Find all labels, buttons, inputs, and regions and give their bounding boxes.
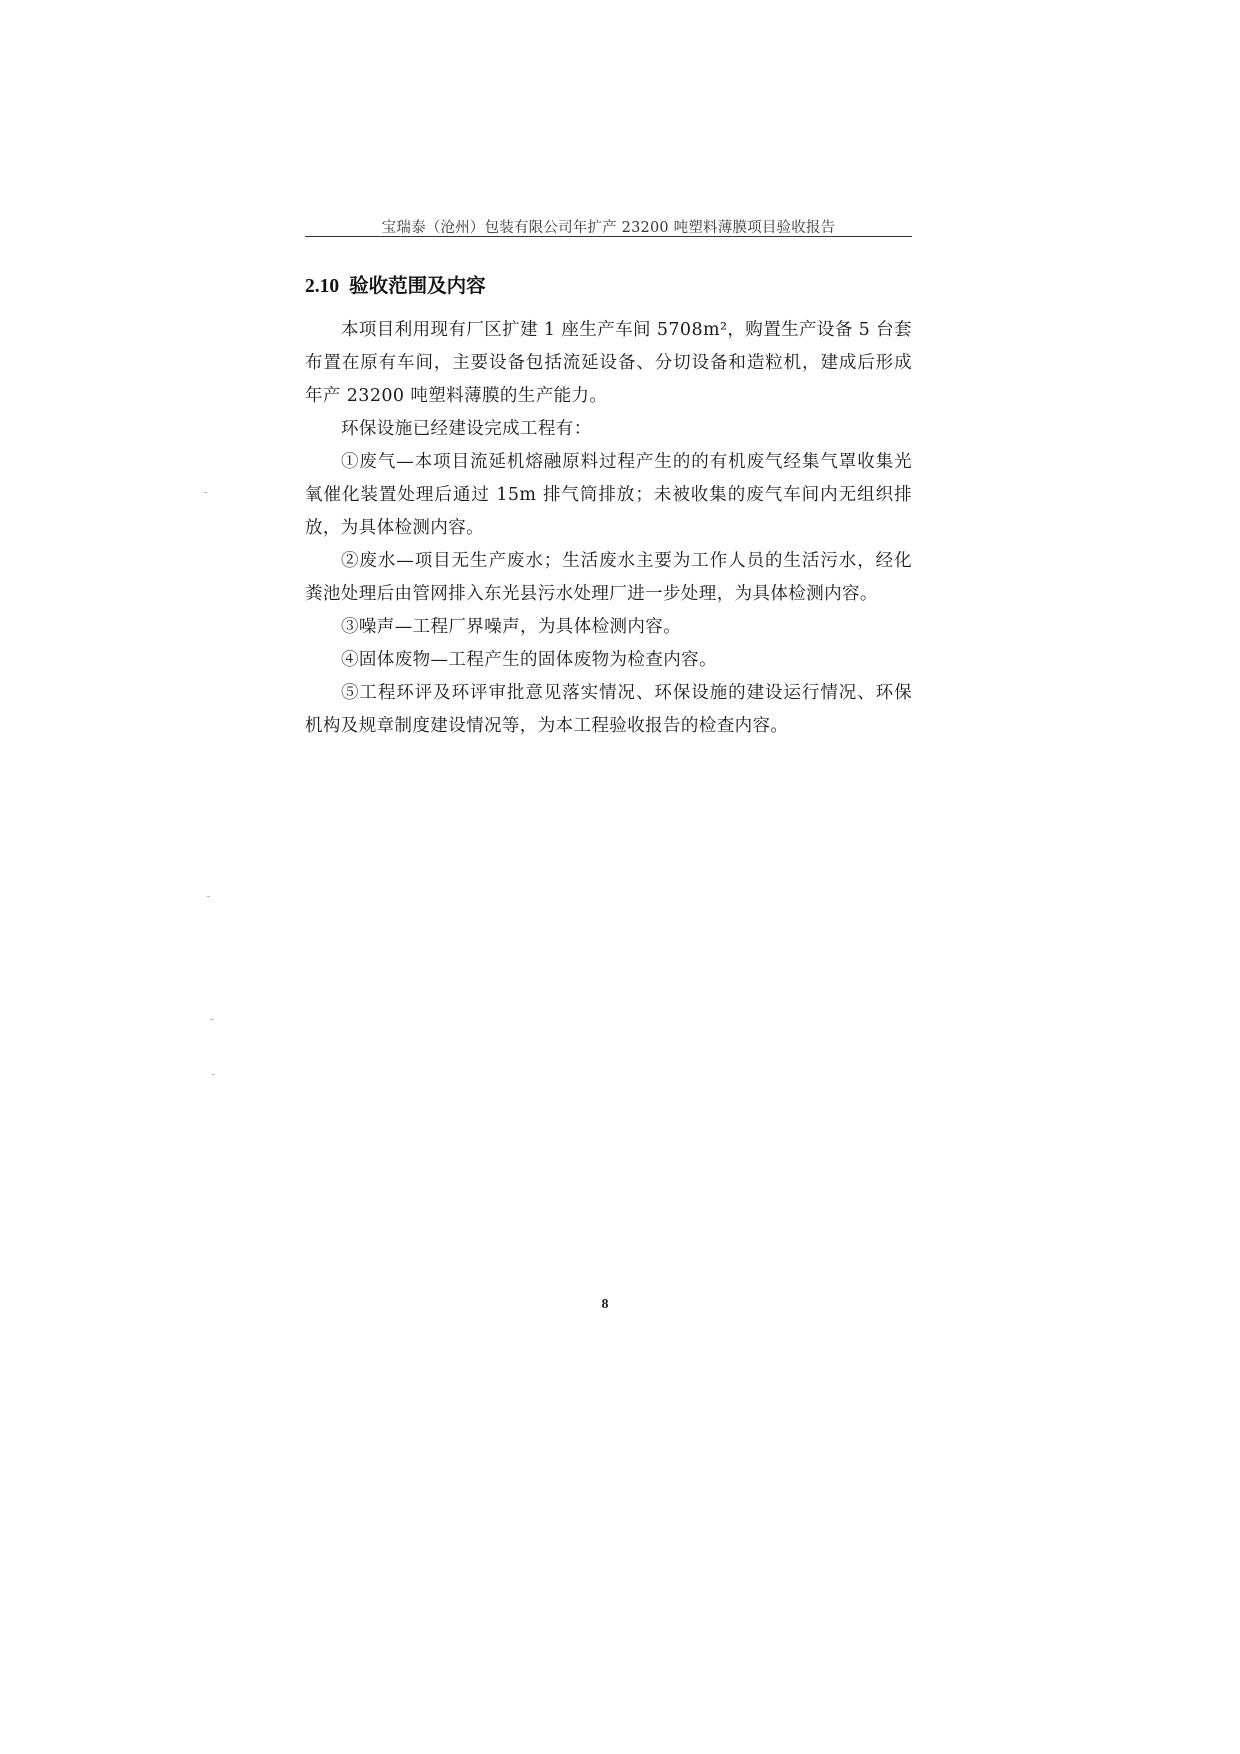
running-header: 宝瑞泰（沧州）包装有限公司年扩产 23200 吨塑料薄膜项目验收报告 (381, 220, 836, 236)
paragraph: ⑤工程环评及环评审批意见落实情况、环保设施的建设运行情况、环保机构及规章制度建设情况等，为本工程验收报告的检查内容。 (305, 683, 912, 736)
header-rule (305, 236, 912, 237)
scan-speck (204, 492, 207, 493)
paragraph: ④固体废物—工程产生的固体废物为检查内容。 (341, 650, 717, 670)
body-text (305, 314, 912, 743)
paragraph: ②废水—项目无生产废水；生活废水主要为工作人员的生活污水，经化粪池处理后由管网排入东光县污水处理厂进一步处理，为具体检测内容。 (305, 551, 912, 604)
scan-speck (207, 896, 210, 897)
paragraph: ③噪声—工程厂界噪声，为具体检测内容。 (341, 617, 682, 637)
section-title: 验收范围及内容 (349, 274, 486, 297)
section-number: 2.10 (305, 276, 340, 297)
scan-speck (210, 1019, 213, 1020)
paragraph: 本项目利用现有厂区扩建 1 座生产车间 5708m²，购置生产设备 5 台套布置在原有车间，主要设备包括流延设备、分切设备和造粒机，建成后形成年产 23200 吨塑料薄膜的生产能力。 (305, 320, 912, 406)
paragraph: ①废气—本项目流延机熔融原料过程产生的的有机废气经集气罩收集光氧催化装置处理后通过 15m 排气筒排放；未被收集的废气车间内无组织排放，为具体检测内容。 (305, 452, 912, 538)
page-number: 8 (601, 1297, 609, 1312)
paragraph: 环保设施已经建设完成工程有： (341, 419, 592, 439)
scan-speck (212, 1074, 215, 1075)
section-heading (305, 270, 486, 298)
